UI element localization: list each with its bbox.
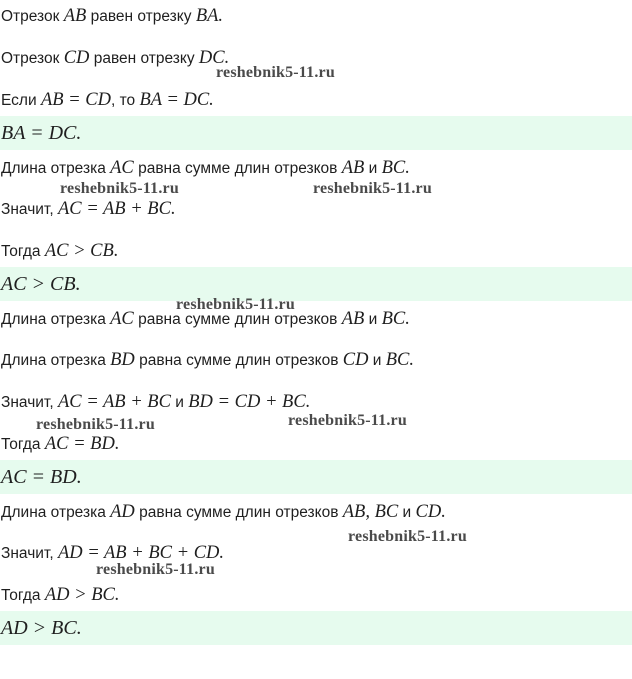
watermark-text: reshebnik5-11.ru [96,561,215,578]
watermark-text: reshebnik5-11.ru [288,412,407,429]
answer-highlight: AC > CB. [0,267,632,301]
answer-highlight: AC = BD. [0,460,632,494]
answer-highlight: AD > BC. [0,611,632,645]
statement-line: Тогда AD > BC. [1,585,120,605]
watermark-text: reshebnik5-11.ru [348,528,467,545]
statement-line: Длина отрезка AC равна сумме длин отрезков AB и BC. [1,309,410,329]
watermark-text: reshebnik5-11.ru [60,180,179,197]
watermark-text: reshebnik5-11.ru [176,296,295,313]
statement-line: Отрезок AB равен отрезку BA. [1,6,224,26]
statement-line: Отрезок CD равен отрезку DC. [1,48,230,68]
statement-line: Значит, AD = AB + BC + CD. [1,543,225,563]
statement-line: Тогда AC > CB. [1,241,119,261]
statement-line: Если AB = CD, то BA = DC. [1,90,214,110]
statement-line: Значит, AC = AB + BC и BD = CD + BC. [1,392,311,412]
statement-line: Длина отрезка AD равна сумме длин отрезков AB, BC и CD. [1,502,446,522]
statement-line: Длина отрезка AC равна сумме длин отрезков AB и BC. [1,158,410,178]
answer-highlight: BA = DC. [0,116,632,150]
statement-line: Значит, AC = AB + BC. [1,199,176,219]
statement-line: Длина отрезка BD равна сумме длин отрезков CD и BC. [1,350,414,370]
watermark-text: reshebnik5-11.ru [313,180,432,197]
statement-line: Тогда AC = BD. [1,434,120,454]
watermark-text: reshebnik5-11.ru [216,64,335,81]
watermark-text: reshebnik5-11.ru [36,416,155,433]
